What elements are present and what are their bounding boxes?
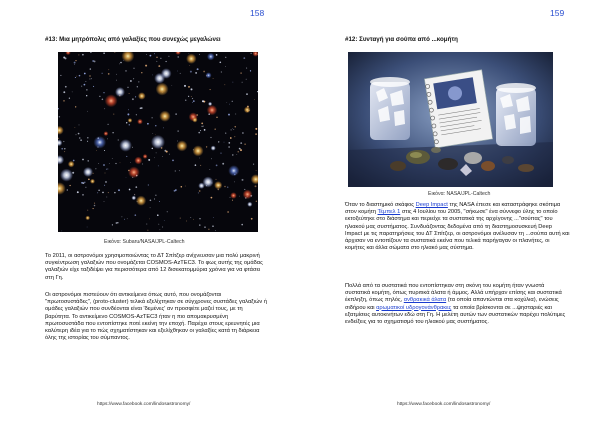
left-paragraph-1: Το 2011, οι αστρονόμοι χρησιμοποιώντας το ΔΤ Σπίτζερ ανίχνευσαν μια πολύ μακρινή συγκέντρωση γαλαξιών που ονομάζεται COSMOS-AzTEC3. Το φως αυτής της ομάδας γαλαξιών είχε ταξιδέψει για περισσότερα από 12 δισεκατομμύρια χρόνια για να φτάσει στη Γη. — [45, 253, 263, 281]
left-image-caption: Εικόνα: Subaru/NASA/JPL-Caltech — [104, 239, 185, 245]
right-page — [300, 0, 600, 424]
galaxy-cluster-image — [58, 52, 258, 232]
right-footer-link[interactable]: https://www.facebook.com/lindosastronomy/ — [397, 402, 491, 407]
right-paragraph-1-text-b: της NASA έπεσε και καταστράφηκε σκόπιμα στον κομήτη — [345, 202, 561, 216]
tempel-1-link[interactable]: Τέμπελ 1 — [377, 209, 401, 216]
right-paragraph-2-text-b: (τα οποία απαντώνται στα κοχύλια), ενώσεις σιδήρου και — [345, 297, 559, 311]
right-paragraph-2-text-a: Πολλά από τα συστατικά που εντοπίστηκαν στη σκόνη του κομήτη ήταν γνωστά συστατικά κομήτη, όπως πυριτικά άλατα ή άμμος. Αλλά υπήρχαν επίσης και συστατικά έκπληξη, όπως πηλός, — [345, 283, 562, 304]
right-paragraph-1-text-c: στις 4 Ιουλίου του 2005, "σήκωσε" ένα σύννεφο ύλης το οποίο εκτοξεύτηκε στο διάστημα και περιείχε τα συστατικά της αρχέγονης ..."σούπας" του ηλιακού μας συστήματος. Συνδυάζοντας δεδομένα από τη διαστημοσυσκευή Deep Impact με τις παρατηρήσεις του ΔΤ Σπίτζερ, οι αστρονόμοι ανέλυσαν τη ...σούπα αυτή και άρχισαν να εντοπίζουν τα συστατικά εκείνα που τελικά παρήγαγαν οι πλανήτες, οι κομήτες και άλλα σώματα στο ηλιακό μας σύστημα. — [345, 209, 570, 252]
right-page-title: #12: Συνταγή για σούπα από ...κομήτη — [345, 36, 458, 43]
left-page-title: #13: Μια μητρόπολις από γαλαξίες που συνεχώς μεγαλώνει — [45, 36, 221, 43]
right-paragraph-1 — [345, 202, 570, 252]
right-image-caption: Εικόνα: NASA/JPL-Caltech — [428, 191, 491, 197]
comet-ingredients-image — [348, 52, 553, 187]
right-page-number: 159 — [550, 8, 565, 18]
right-paragraph-2-text-c: τα οποία βρίσκονται σε ...ψησταριές και εξατμίσεις αυτοκινήτων εδώ στη Γη. Η μελέτη αυτών των συστατικών παρέχει πολύτιμες ενδείξεις για το σχηματισμό του ηλιακού μας συστήματος. — [345, 304, 566, 326]
left-footer-link[interactable]: https://www.facebook.com/lindosastronomy/ — [97, 402, 191, 407]
deep-impact-link[interactable]: Deep Impact — [415, 202, 448, 208]
left-page-number: 158 — [250, 8, 265, 18]
left-paragraph-2: Οι αστρονόμοι πιστεύουν ότι αντικείμενα όπως αυτό, που ονομάζονται "πρωτοσυστάδες", (proto-cluster) τελικά εξελίχτηκαν σε σύγχρονες συστάδες γαλαξιών ή ομάδες γαλαξιών που συνδέονται είναι 'δεμένες' αν προσφέτε μαζεί τους, με τη βαρύτητα. Το αντικείμενο COSMOS-AzTEC3 ήταν η πιο απομακρυσμένη πρωτοσυστάδα που εντοπίστηκε ποτέ εκείνη την εποχή. Παρέχει στους ερευνητές μια καλύτερη ιδέα για το πώς σχηματίστηκαν και εξελίχθηκαν οι γαλαξίες κατά τη διάρκεια όλης της ιστορίας του σύμπαντος. — [45, 292, 267, 342]
aromatic-hydrocarbons-link[interactable]: αρωματικοί υδρογονάνθρακες — [376, 304, 452, 311]
right-paragraph-1-text-a: Όταν το διαστημικό σκάφος — [345, 202, 416, 208]
carbonates-link[interactable]: ανθρακικά άλατα — [403, 297, 447, 304]
right-paragraph-2 — [345, 283, 570, 326]
